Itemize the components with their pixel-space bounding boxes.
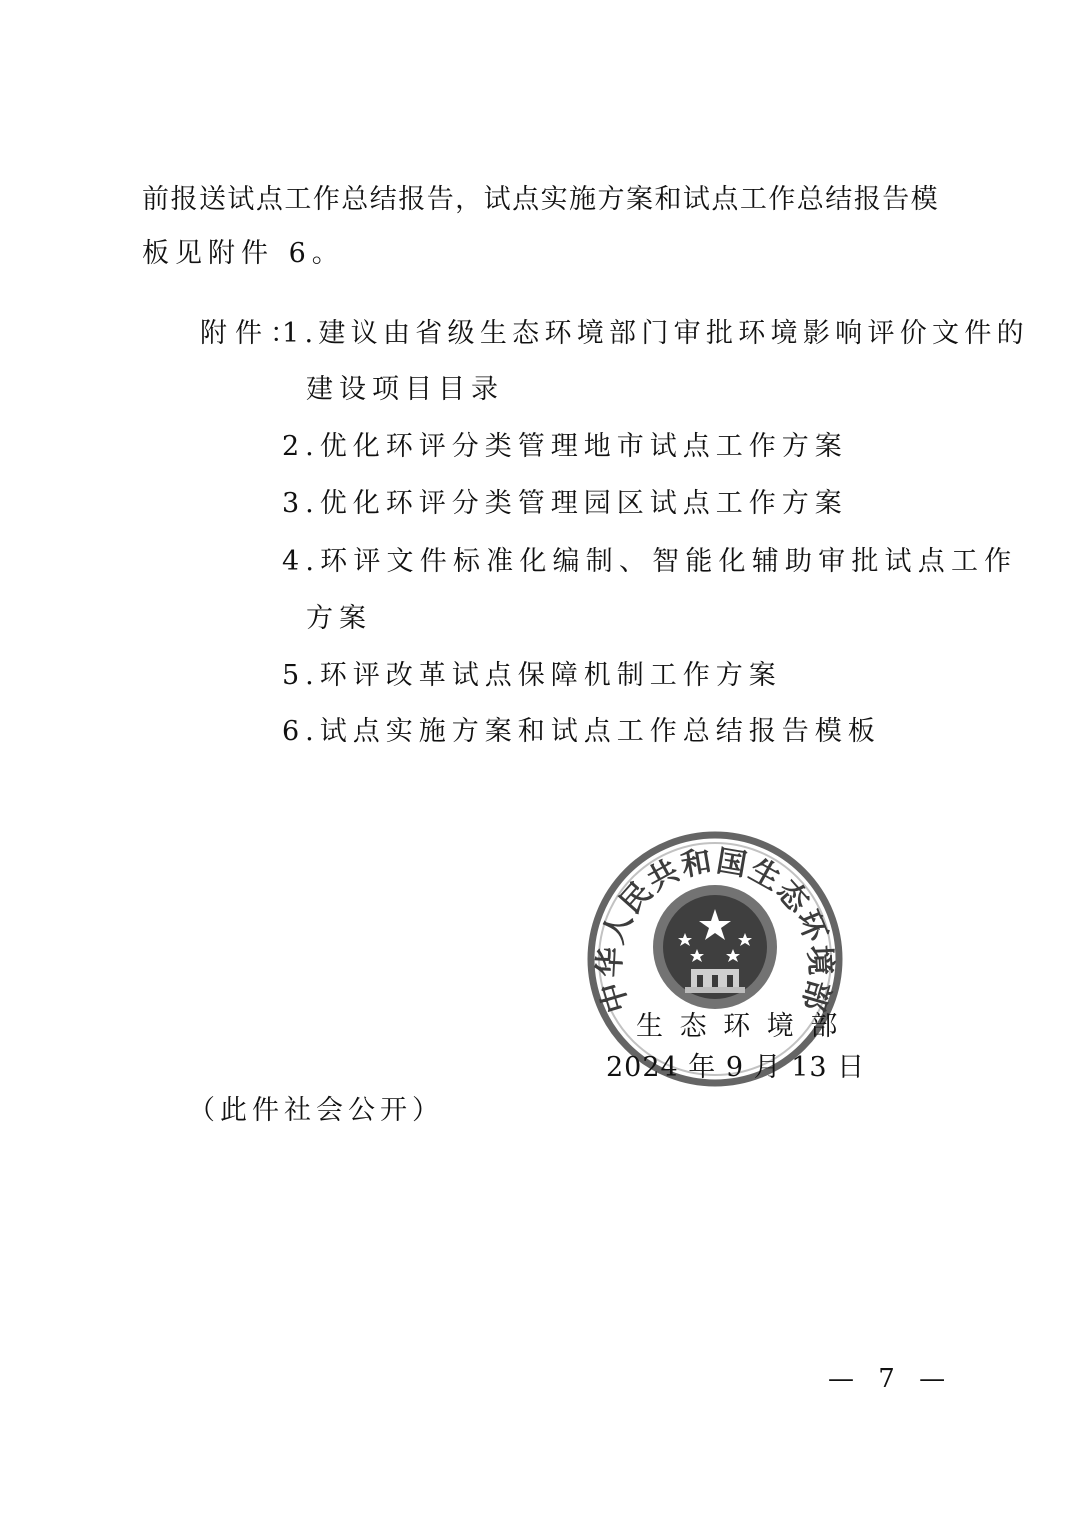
attachment-item-1-cont: 建设项目目录	[306, 374, 504, 405]
paragraph-char: 结	[369, 184, 397, 215]
attachment-item-3: 3.优化环评分类管理园区试点工作方案	[282, 488, 848, 519]
paragraph-char: 工	[284, 184, 312, 215]
official-seal	[585, 829, 845, 1089]
paragraph-char: 试	[227, 184, 255, 215]
paragraph-char: 案	[625, 184, 653, 215]
attachments-label: 附件：	[200, 318, 305, 349]
attachment-item-1: 1.建议由省级生态环境部门审批环境影响评价文件的	[282, 318, 1029, 349]
paragraph-char: 试	[682, 184, 710, 215]
paragraph-char: ，	[455, 184, 483, 215]
paragraph-char: 报	[853, 184, 881, 215]
page-number: — 7 —	[828, 1364, 954, 1394]
paragraph-char: 作	[312, 184, 340, 215]
paragraph-char: 送	[198, 184, 226, 215]
attachment-item-4-cont: 方案	[306, 603, 372, 634]
signature-date: 2024 年 9 月 13 日	[606, 1052, 866, 1083]
paragraph-char: 告	[426, 184, 454, 215]
paragraph-char: 点	[711, 184, 739, 215]
paragraph-char: 和	[654, 184, 682, 215]
paragraph-char: 方	[597, 184, 625, 215]
disclosure-note: （此件社会公开）	[188, 1095, 444, 1126]
seal-text: 中华人民共和国生态环境部	[592, 843, 838, 1017]
paragraph-char: 前	[142, 184, 169, 215]
paragraph-char: 报	[398, 184, 426, 215]
paragraph-char: 作	[768, 184, 796, 215]
paragraph-char: 施	[569, 184, 597, 215]
paragraph-char: 点	[255, 184, 283, 215]
body-paragraph-line-1	[142, 186, 938, 213]
attachment-item-2: 2.优化环评分类管理地市试点工作方案	[282, 431, 848, 462]
paragraph-char: 点	[512, 184, 540, 215]
paragraph-char: 报	[170, 184, 198, 215]
paragraph-char: 总	[796, 184, 824, 215]
paragraph-char: 工	[739, 184, 767, 215]
attachment-item-5: 5.环评改革试点保障机制工作方案	[282, 660, 782, 691]
signature-org: 生 态 环 境 部	[636, 1011, 842, 1042]
national-emblem-icon	[653, 885, 777, 1009]
paragraph-char: 模	[910, 184, 938, 215]
paragraph-char: 总	[341, 184, 369, 215]
attachment-item-6: 6.试点实施方案和试点工作总结报告模板	[282, 716, 881, 747]
attachment-item-4: 4.环评文件标准化编制、智能化辅助审批试点工作	[282, 546, 1018, 577]
paragraph-char: 结	[825, 184, 853, 215]
body-paragraph-line-2: 板见附件 6。	[142, 238, 345, 269]
paragraph-char: 实	[540, 184, 568, 215]
paragraph-char: 告	[882, 184, 910, 215]
paragraph-char: 试	[483, 184, 511, 215]
